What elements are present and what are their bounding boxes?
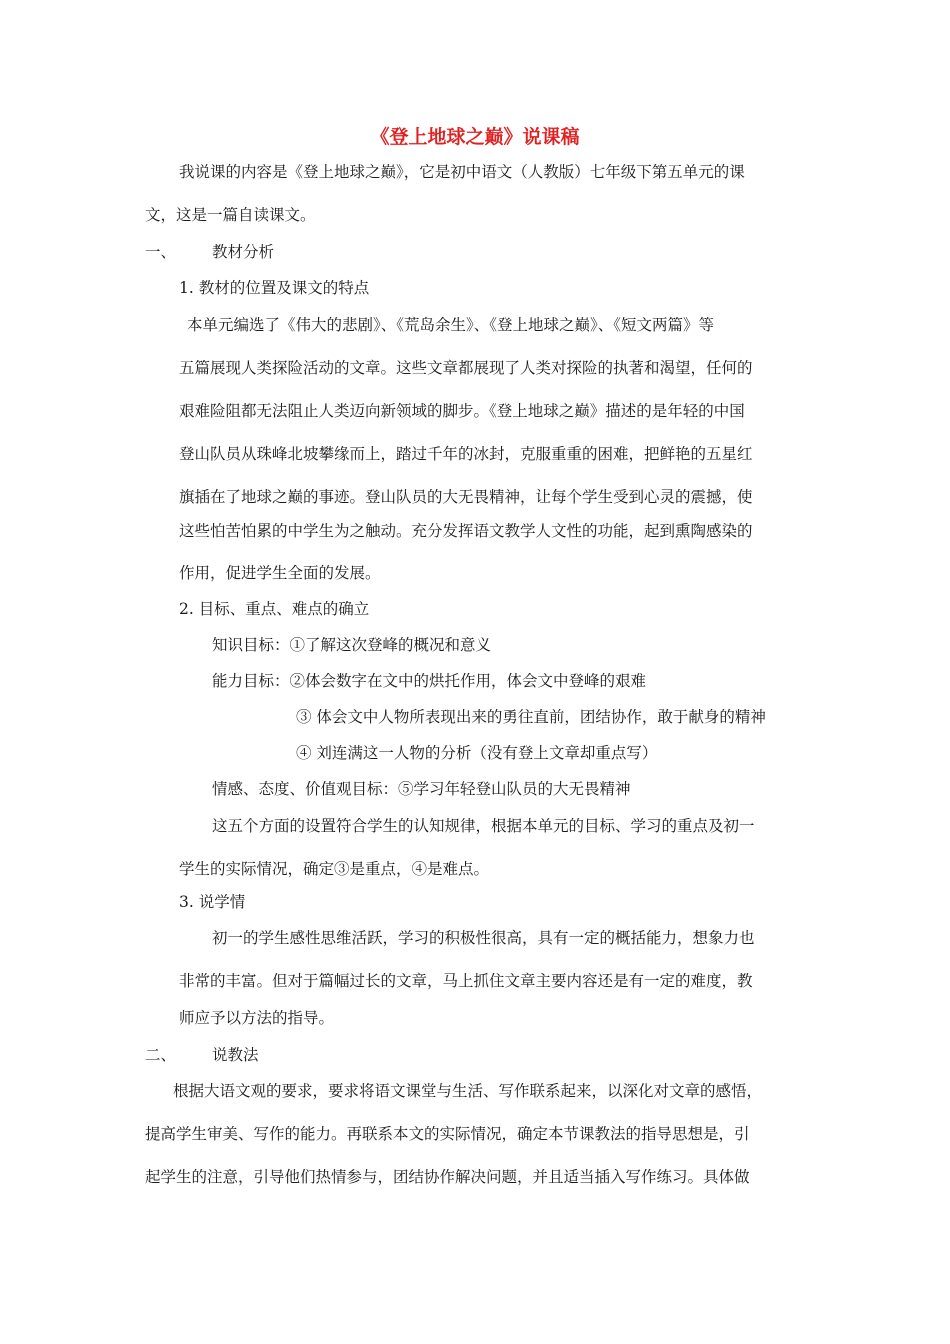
goals-summary-line-2: 学生的实际情况，确定③是重点，④是难点。 [179, 860, 490, 878]
goal-ability-item-3: ③ 体会文中人物所表现出来的勇往直前，团结协作，敢于献身的精神 [296, 708, 766, 726]
document-title: 《登上地球之巅》说课稿 [370, 126, 580, 148]
goal-ability-item-4: ④ 刘连满这一人物的分析（没有登上文章却重点写） [296, 744, 658, 762]
paragraph-line: 五篇展现人类探险活动的文章。这些文章都展现了人类对探险的执著和渴望，任何的 [179, 359, 753, 377]
subsection-1-heading: 1. 教材的位置及课文的特点 [179, 279, 370, 297]
section-1-heading: 教材分析 [212, 243, 275, 261]
paragraph-line: 艰难险阻都无法阻止人类迈向新领域的脚步。《登上地球之巅》描述的是年轻的中国 [179, 402, 745, 420]
intro-line-1: 我说课的内容是《登上地球之巅》，它是初中语文（人教版）七年级下第五单元的课 [179, 163, 745, 181]
paragraph-line: 旗插在了地球之巅的事迹。登山队员的大无畏精神，让每个学生受到心灵的震撼，使 [179, 488, 753, 506]
goal-knowledge: 知识目标：①了解这次登峰的概况和意义 [212, 636, 492, 654]
paragraph-line: 起学生的注意，引导他们热情参与，团结协作解决问题，并且适当插入写作练习。具体做 [145, 1168, 750, 1186]
paragraph-line: 本单元编选了《伟大的悲剧》、《荒岛余生》、《登上地球之巅》、《短文两篇》等 [187, 316, 715, 334]
paragraph-line: 登山队员从珠峰北坡攀缘而上，踏过千年的冰封，克服重重的困难，把鲜艳的五星红 [179, 445, 753, 463]
paragraph-line: 初一的学生感性思维活跃，学习的积极性很高，具有一定的概括能力，想象力也 [212, 929, 755, 947]
paragraph-line: 提高学生审美、写作的能力。再联系本文的实际情况，确定本节课教法的指导思想是，引 [145, 1125, 750, 1143]
goals-summary-line-1: 这五个方面的设置符合学生的认知规律，根据本单元的目标、学习的重点及初一 [212, 817, 755, 835]
subsection-2-heading: 2. 目标、重点、难点的确立 [179, 600, 370, 618]
subsection-3-heading: 3. 说学情 [179, 893, 246, 911]
goal-ability: 能力目标：②体会数字在文中的烘托作用，体会文中登峰的艰难 [212, 672, 647, 690]
paragraph-line: 这些怕苦怕累的中学生为之触动。充分发挥语文教学人文性的功能，起到熏陶感染的 [179, 522, 753, 540]
paragraph-line: 根据大语文观的要求，要求将语文课堂与生活、写作联系起来，以深化对文章的感悟， [173, 1082, 763, 1100]
paragraph-line: 师应予以方法的指导。 [179, 1009, 335, 1027]
paragraph-line: 作用，促进学生全面的发展。 [179, 564, 381, 582]
intro-line-2: 文，这是一篇自读课文。 [145, 206, 316, 224]
section-1-number: 一、 [145, 243, 177, 261]
paragraph-line: 非常的丰富。但对于篇幅过长的文章，马上抓住文章主要内容还是有一定的难度，教 [179, 972, 753, 990]
goal-emotion: 情感、态度、价值观目标：⑤学习年轻登山队员的大无畏精神 [212, 780, 631, 798]
section-2-heading: 说教法 [212, 1046, 259, 1064]
section-2-number: 二、 [145, 1046, 177, 1064]
